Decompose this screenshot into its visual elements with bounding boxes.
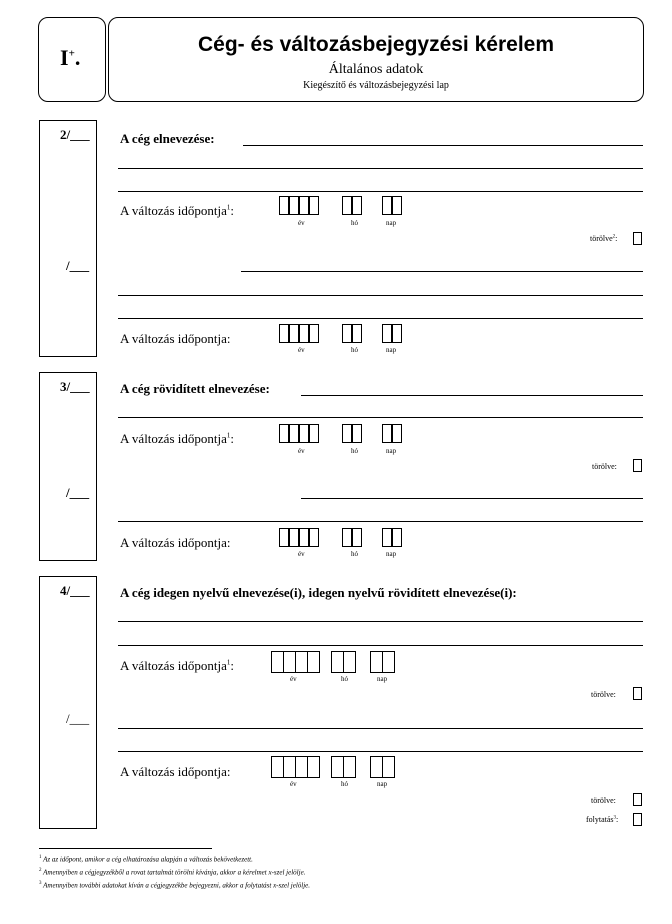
year-digit-2[interactable] [289,324,299,343]
section-3-name-line-1[interactable] [301,395,643,396]
year-digit-1[interactable] [279,528,289,547]
month-digit-2[interactable] [343,756,356,778]
day-label: nap [377,780,388,788]
section-4-deleted-label: törölve: [591,690,616,699]
section-2-name-line-3[interactable] [118,191,643,192]
year-digit-1[interactable] [279,196,289,215]
day-digit-1[interactable] [382,196,392,215]
footnote-3 [39,881,310,889]
section-2-number: 2/___ [60,127,90,142]
month-label: hó [341,675,348,683]
section-2-new-name-line-3[interactable] [118,318,643,319]
year-digit-4[interactable] [309,424,319,443]
sheet-code [60,45,80,71]
page-subtitle-2: Kiegészítő és változásbejegyzési lap [303,80,449,91]
year-digit-1[interactable] [279,324,289,343]
month-label: hó [351,447,358,455]
year-digit-3[interactable] [299,324,309,343]
year-digit-4[interactable] [309,528,319,547]
footnote-2 [39,868,305,876]
section-2-new-name-line-1[interactable] [241,271,643,272]
day-digit-1[interactable] [382,528,392,547]
month-digit-2[interactable] [343,651,356,673]
day-digit-2[interactable] [392,528,402,547]
section-4-slash: /___ [66,711,90,726]
month-label: hó [351,346,358,354]
section-2-deleted-checkbox[interactable] [633,232,642,245]
section-2-number-box [39,120,97,357]
day-label: nap [386,346,397,354]
year-label: év [298,219,305,227]
section-2-change-date-sup: 1 [226,203,231,212]
section-2-deleted-label: törölve$^2$: [590,234,618,243]
footnote-2-sup: 2 [39,868,42,873]
year-label: év [290,675,297,683]
year-label: év [298,550,305,558]
continue-sup: 3 [613,815,617,821]
month-label: hó [341,780,348,788]
year-digit-2[interactable] [289,424,299,443]
month-digit-1[interactable] [342,324,352,343]
month-digit-1[interactable] [342,196,352,215]
year-digit-3[interactable] [299,528,309,547]
section-4-new-name-line-2[interactable] [118,751,643,752]
month-digit-2[interactable] [352,196,362,215]
footnote-1-text: Az az időpont, amikor a cég elhatározása alapján a változás bekövetkezett. [43,855,253,864]
day-label: nap [386,550,397,558]
section-4-new-name-line-1[interactable] [118,728,643,729]
section-2-deleted-text: törölve [590,234,613,243]
sheet-code-sup: + [68,47,75,60]
continue-label: folytatás$^3$: [586,815,619,824]
footnote-1 [39,855,253,863]
day-digit-2[interactable] [392,424,402,443]
section-4-change-date-text: A változás időpontja [120,658,227,673]
year-digit-3[interactable] [299,424,309,443]
day-digit-2[interactable] [382,756,395,778]
year-digit-2[interactable] [289,196,299,215]
footnote-3-text: Amennyiben további adatokat kíván a cégjegyzékbe bejegyezni, akkor a folytatást x-szel jelölje. [43,881,311,890]
year-digit-1[interactable] [279,424,289,443]
day-digit-2[interactable] [392,196,402,215]
year-label: év [298,447,305,455]
footnote-separator [39,848,212,849]
section-2-deleted-sup: 2 [612,234,616,240]
day-digit-1[interactable] [382,424,392,443]
section-3-change-date-label-2: A változás időpontja: [120,535,231,550]
month-digit-2[interactable] [352,424,362,443]
footnote-2-text: Amennyiben a cégjegyzékből a rovat tartalmát törölni kívánja, akkor a kérelmet x-szel jelölje. [43,868,306,877]
section-3-number-box [39,372,97,561]
section-2-slash: /___ [66,258,90,273]
section-4-deleted-checkbox[interactable] [633,687,642,700]
page-title: Cég- és változásbejegyzési kérelem [197,33,554,56]
month-digit-2[interactable] [352,528,362,547]
continue-checkbox[interactable] [633,813,642,826]
day-digit-1[interactable] [382,324,392,343]
year-digit-2[interactable] [289,528,299,547]
section-3-deleted-label: törölve: [592,462,617,471]
section-2-name-line-1[interactable] [243,145,643,146]
day-label: nap [386,447,397,455]
year-digit-4[interactable] [307,756,320,778]
section-3-change-date-label: A változás időpontja$^1$: [120,431,234,446]
section-3-change-date-sup: 1 [226,431,231,440]
section-3-new-name-line-1[interactable] [301,498,643,499]
section-2-name-line-2[interactable] [118,168,643,169]
month-digit-2[interactable] [352,324,362,343]
section-4-change-date-label-2: A változás időpontja: [120,764,231,779]
month-digit-1[interactable] [342,424,352,443]
section-4-name-line-1[interactable] [118,621,643,622]
month-digit-1[interactable] [342,528,352,547]
day-label: nap [386,219,397,227]
section-3-number: 3/___ [60,379,90,394]
sheet-code-dot: . [74,45,81,70]
section-4-deleted-label-2: törölve: [591,796,616,805]
year-digit-4[interactable] [309,324,319,343]
year-digit-4[interactable] [309,196,319,215]
section-2-new-name-line-2[interactable] [118,295,643,296]
section-4-number-box [39,576,97,829]
day-digit-2[interactable] [382,651,395,673]
section-4-change-date-label: A változás időpontja$^1$: [120,658,234,673]
section-4-label: A cég idegen nyelvű elnevezése(i), idegen nyelvű rövidített elnevezése(i): [120,585,517,600]
section-3-deleted-checkbox[interactable] [633,459,642,472]
day-label: nap [377,675,388,683]
day-digit-2[interactable] [392,324,402,343]
continue-text: folytatás [586,815,614,824]
section-3-slash: /___ [66,485,90,500]
year-digit-3[interactable] [299,196,309,215]
section-3-label: A cég rövidített elnevezése: [120,381,270,396]
page-subtitle: Általános adatok [328,62,424,77]
month-label: hó [351,550,358,558]
sheet-code-letter: I [60,45,69,70]
footnote-3-sup: 3 [39,881,42,886]
section-4-name-line-2[interactable] [118,645,643,646]
section-4-deleted-checkbox-2[interactable] [633,793,642,806]
section-3-new-name-line-2[interactable] [118,521,643,522]
section-2-change-date-label: A változás időpontja$^1$: [120,203,234,218]
section-4-number: 4/___ [60,583,90,598]
year-digit-4[interactable] [307,651,320,673]
year-label: év [298,346,305,354]
section-3-name-line-2[interactable] [118,417,643,418]
section-3-change-date-text: A változás időpontja [120,431,227,446]
footnote-1-sup: 1 [39,855,42,860]
year-label: év [290,780,297,788]
section-2-label: A cég elnevezése: [120,131,215,146]
month-label: hó [351,219,358,227]
section-2-change-date-label-2: A változás időpontja: [120,331,231,346]
section-4-change-date-sup: 1 [226,658,231,667]
section-2-change-date-text: A változás időpontja [120,203,227,218]
